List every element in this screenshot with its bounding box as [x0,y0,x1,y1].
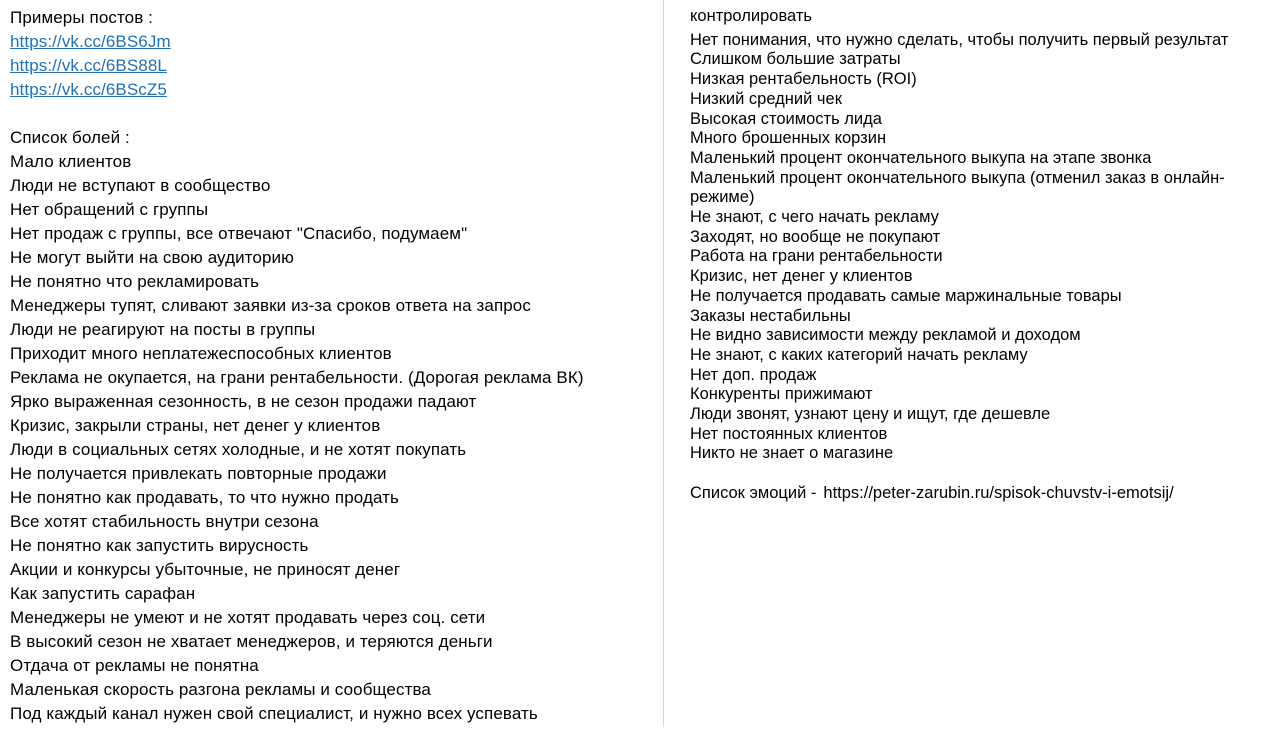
pain-item: Маленький процент окончательного выкупа (отменил заказ в онлайн-режиме) [690,168,1225,207]
pain-item: Как запустить сарафан [10,584,196,603]
pain-item: Нет обращений с группы [10,200,209,219]
pain-item: Много брошенных корзин [690,129,887,148]
pain-item: Не знают, с чего начать рекламу [690,208,939,227]
pain-item: Никто не знает о магазине [690,444,894,463]
pain-item: Акции и конкурсы убыточные, не приносят денег [10,560,401,579]
pain-item: Менеджеры не умеют и не хотят продавать через соц. сети [10,608,486,627]
pain-item: Реклама не окупается, на грани рентабельности. (Дорогая реклама ВК) [10,368,584,387]
pain-item: Не получается продавать самые маржинальные товары [690,286,1122,305]
post-link[interactable]: https://vk.cc/6BS6Jm [10,32,171,51]
pain-list [10,150,660,726]
pain-item: Не понятно как запустить вирусность [10,536,309,555]
pain-item: Конкуренты прижимают [690,385,873,404]
pain-item: Не получается привлекать повторные продажи [10,464,387,483]
pains-heading: Список болей : [10,128,130,147]
pain-item: Люди не реагируют на посты в группы [10,320,316,339]
pain-item: Работа на грани рентабельности [690,247,943,266]
pain-item: Маленькая скорость разгона рекламы и сообщества [10,680,431,699]
pain-item: Высокая стоимость лида [690,109,882,128]
pain-item: Не знают, с каких категорий начать рекламу [690,345,1028,364]
pain-item: Заходят, но вообще не покупают [690,227,941,246]
pain-item: В высокий сезон не хватает менеджеров, и теряются деньги [10,632,493,651]
pain-item: Кризис, нет денег у клиентов [690,267,913,286]
column-divider [663,0,664,727]
pain-item: Не понятно что рекламировать [10,272,260,291]
post-link[interactable]: https://vk.cc/6BS88L [10,56,167,75]
pain-item: Низкий средний чек [690,89,842,108]
pain-item: контролировать [690,7,812,25]
pain-item: Нет понимания, что нужно сделать, чтобы получить первый результат [690,30,1229,49]
pain-item: Отдача от рекламы не понятна [10,656,259,675]
pain-item: Менеджеры тупят, сливают заявки из-за сроков ответа на запрос [10,296,531,315]
examples-heading: Примеры постов : [10,8,153,27]
pain-item: Нет продаж с группы, все отвечают "Спасибо, подумаем" [10,224,468,243]
pain-item: Люди звонят, узнают цену и ищут, где дешевле [690,405,1051,424]
emotions-url: https://peter-zarubin.ru/spisok-chuvstv-i-emotsij/ [823,483,1174,502]
post-links [10,30,660,102]
pain-item: Все хотят стабильность внутри сезона [10,512,319,531]
pain-item: Приходит много неплатежеспособных клиентов [10,344,392,363]
pain-item: Не видно зависимости между рекламой и доходом [690,326,1081,345]
pain-item: Под каждый канал нужен свой специалист, и нужно всех успевать [10,704,538,723]
pain-item: Низкая рентабельность (ROI) [690,70,917,89]
pain-list-continued [690,7,1272,464]
pain-item: Кризис, закрыли страны, нет денег у клиентов [10,416,381,435]
pain-item: Мало клиентов [10,152,132,171]
pain-item: Маленький процент окончательного выкупа на этапе звонка [690,148,1152,167]
pain-item: Не понятно как продавать, то что нужно продать [10,488,400,507]
pain-item: Ярко выраженная сезонность, в не сезон продажи падают [10,392,477,411]
emotions-line [690,484,1272,504]
pain-item: Нет постоянных клиентов [690,424,888,443]
pain-item: Люди в социальных сетях холодные, и не хотят покупать [10,440,467,459]
pain-item: Не могут выйти на свою аудиторию [10,248,294,267]
emotions-label: Список эмоций - [690,483,817,502]
left-column [10,6,660,726]
pain-item: Люди не вступают в сообщество [10,176,271,195]
right-column [690,7,1272,504]
post-link[interactable]: https://vk.cc/6BScZ5 [10,80,167,99]
pain-item: Слишком большие затраты [690,50,901,69]
pain-item: Нет доп. продаж [690,365,817,384]
pain-item: Заказы нестабильны [690,306,851,325]
